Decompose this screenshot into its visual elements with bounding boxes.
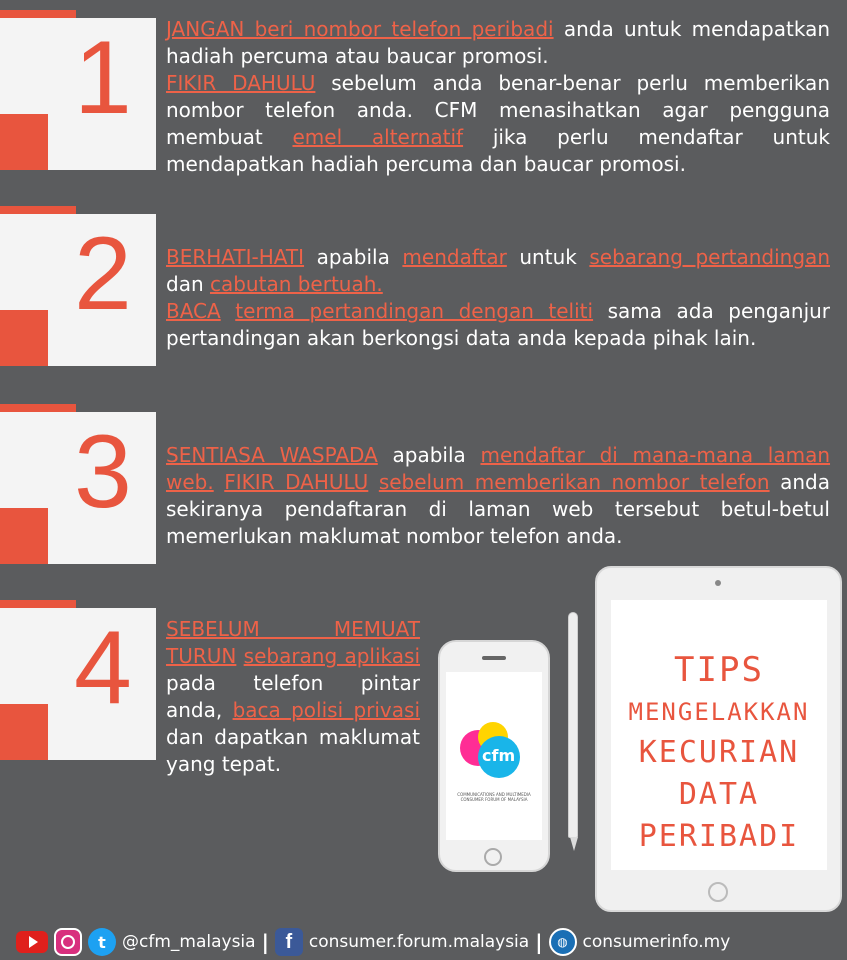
tip-paragraph — [166, 244, 830, 298]
accent-block — [0, 114, 48, 170]
tablet-camera — [715, 580, 721, 586]
highlighted-text: baca polisi privasi — [232, 698, 420, 722]
tip-number-box — [0, 412, 156, 564]
tip-text — [166, 616, 420, 778]
tip-paragraph — [166, 442, 830, 550]
body-text: anda untuk mendapatkan hadiah percuma atau baucar promosi. — [166, 17, 831, 68]
body-text: sama ada penganjur pertandingan akan berkongsi data anda kepada pihak lain. — [166, 299, 831, 350]
cfm-logo — [460, 722, 530, 782]
tablet — [595, 566, 842, 912]
twitter-icon[interactable]: t — [88, 928, 116, 956]
smartphone — [438, 640, 550, 872]
title-line: TIPS — [674, 650, 764, 690]
stylus-pencil — [568, 612, 578, 838]
footer-social-bar — [16, 928, 730, 956]
tip-number-box — [0, 608, 156, 760]
highlighted-text: cabutan bertuah. — [209, 272, 383, 296]
globe-icon[interactable]: ◍ — [549, 928, 577, 956]
highlighted-text: SENTIASA WASPADA — [166, 443, 378, 467]
tablet-home-button — [708, 882, 728, 902]
body-text — [236, 644, 243, 668]
facebook-icon[interactable]: f — [275, 928, 303, 956]
logo-text: cfm — [482, 746, 516, 765]
highlighted-text: emel alternatif — [292, 125, 464, 149]
body-text: sebelum anda benar-benar perlu memberikan nombor telefon anda. CFM menasihatkan agar pengguna membuat — [166, 71, 830, 149]
phone-speaker — [482, 656, 506, 660]
highlighted-text: sebelum memberikan nombor telefon — [378, 470, 770, 494]
tip-number-box — [0, 214, 156, 366]
highlighted-text: sebarang pertandingan — [589, 245, 830, 269]
highlighted-text: BERHATI-HATI — [166, 245, 305, 269]
highlighted-text: FIKIR DAHULU — [224, 470, 369, 494]
body-text: apabila — [377, 443, 481, 467]
highlighted-text: FIKIR DAHULU — [166, 71, 316, 95]
tip-number-box — [0, 18, 156, 170]
separator: | — [261, 930, 269, 954]
highlighted-text: BACA — [166, 299, 221, 323]
accent-block — [0, 508, 48, 564]
accent-bar — [0, 404, 76, 412]
logo-subtitle: COMMUNICATIONS AND MULTIMEDIA CONSUMER FORUM OF MALAYSIA — [457, 792, 531, 802]
highlighted-text: sebarang aplikasi — [243, 644, 420, 668]
body-text: apabila — [304, 245, 403, 269]
phone-screen — [446, 672, 542, 840]
highlighted-text: mendaftar — [402, 245, 507, 269]
accent-bar — [0, 10, 76, 18]
tip-number: 3 — [74, 414, 132, 530]
body-text: jika perlu mendaftar untuk mendapatkan hadiah percuma dan baucar promosi. — [166, 125, 830, 176]
tip-paragraph — [166, 70, 830, 178]
tip-number: 1 — [74, 20, 132, 136]
title-line: DATA — [678, 777, 760, 812]
body-text: anda sekiranya pendaftaran di laman web tersebut betul-betul memerlukan maklumat nombor telefon anda. — [166, 470, 830, 548]
tablet-screen — [611, 600, 827, 870]
facebook-page[interactable]: consumer.forum.malaysia — [308, 932, 530, 952]
body-text — [214, 470, 225, 494]
poster-title — [611, 648, 827, 858]
tip-number: 4 — [74, 610, 132, 726]
accent-block — [0, 310, 48, 366]
social-handle[interactable]: @cfm_malaysia — [122, 932, 256, 952]
body-text — [368, 470, 379, 494]
accent-block — [0, 704, 48, 760]
highlighted-text: JANGAN beri nombor telefon peribadi — [166, 17, 554, 41]
tip-text — [166, 16, 830, 178]
body-text: dan — [166, 272, 210, 296]
title-line: PERIBADI — [638, 819, 800, 854]
tip-paragraph — [166, 16, 830, 70]
phone-home-button — [484, 848, 502, 866]
tip-text — [166, 244, 830, 352]
instagram-icon[interactable] — [54, 928, 82, 956]
tip-paragraph — [166, 298, 830, 352]
tip-number: 2 — [74, 216, 132, 332]
body-text: dan dapatkan maklumat yang tepat. — [166, 725, 420, 776]
highlighted-text: mendaftar di mana-mana laman web. — [166, 443, 831, 494]
body-text: untuk — [506, 245, 590, 269]
youtube-icon[interactable] — [16, 931, 48, 953]
body-text — [221, 299, 236, 323]
body-text: pada telefon pintar anda, — [166, 671, 420, 722]
title-line: MENGELAKKAN — [628, 698, 810, 726]
website[interactable]: consumerinfo.my — [582, 932, 731, 952]
tip-text — [166, 442, 830, 550]
accent-bar — [0, 206, 76, 214]
highlighted-text: terma pertandingan dengan teliti — [235, 299, 594, 323]
accent-bar — [0, 600, 76, 608]
separator: | — [535, 930, 543, 954]
highlighted-text: SEBELUM MEMUAT TURUN — [166, 617, 420, 668]
pencil-tip — [570, 837, 578, 851]
tip-paragraph — [166, 616, 420, 778]
title-line: KECURIAN — [638, 735, 800, 770]
